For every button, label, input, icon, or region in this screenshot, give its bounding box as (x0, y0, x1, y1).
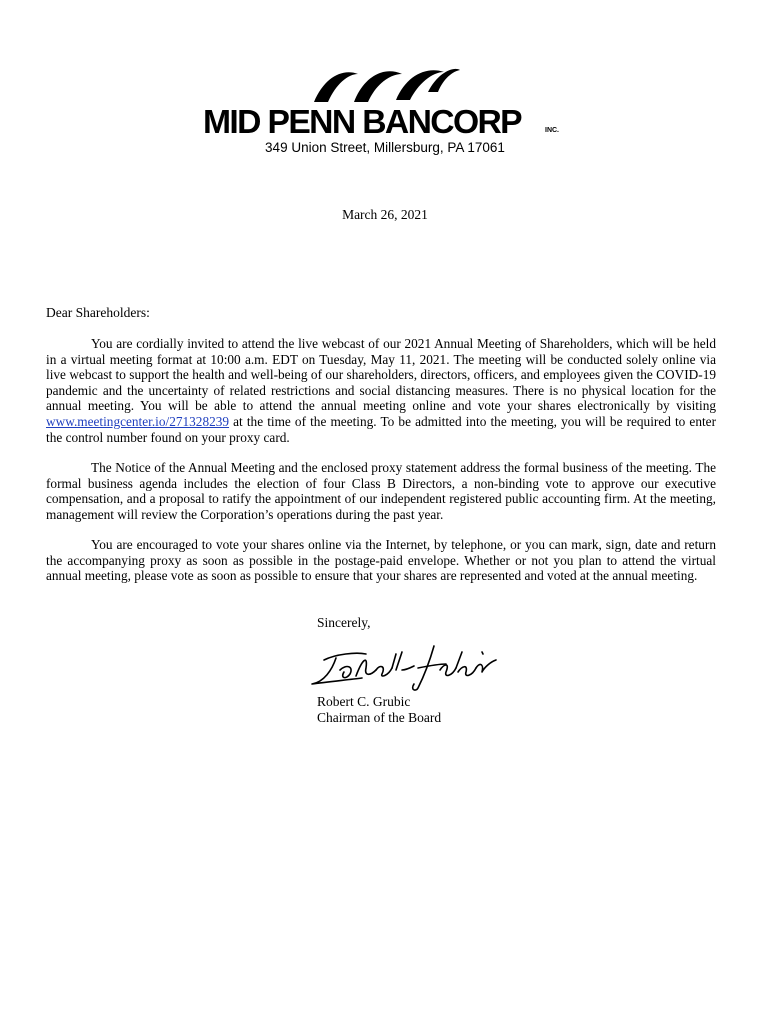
meeting-center-link[interactable]: www.meetingcenter.io/271328239 (46, 413, 230, 429)
company-logo-name: MID PENN BANCORP (203, 103, 521, 140)
paragraph-invitation-text-2: at the time of the meeting. To be admitted into the meeting, you will be required to enter the control number found on your proxy card. (46, 413, 716, 445)
company-logo-suffix: INC. (545, 127, 559, 134)
closing: Sincerely, (317, 615, 371, 630)
signer-title: Chairman of the Board (317, 710, 442, 725)
salutation: Dear Shareholders: (46, 305, 150, 320)
company-address: 349 Union Street, Millersburg, PA 17061 (265, 140, 505, 155)
paragraph-notice (46, 460, 716, 522)
paragraph-invitation (46, 336, 716, 445)
signer-name: Robert C. Grubic (317, 694, 411, 709)
paragraph-vote-text: You are encouraged to vote your shares online via the Internet, by telephone, or you can mark, sign, date and return the accompanying proxy as soon as possible in the postage-paid envelope. Whether or not you plan to attend the virtual annual meeting, please vote as soon as possible to ensure that your shares are represented and voted at the annual meeting. (46, 537, 716, 584)
letter-date: March 26, 2021 (342, 207, 428, 222)
paragraph-invitation-text-1: You are cordially invited to attend the live webcast of our 2021 Annual Meeting of Shareholders, which will be held in a virtual meeting format at 10:00 a.m. EDT on Tuesday, May 11, 2021. The meeting will be conducted solely online via live webcast to support the health and well-being of our shareholders, directors, officers, and employees given the COVID-19 pandemic and the uncertainty of related restrictions and social distancing measures. There is no physical location for the annual meeting. You will be able to attend the annual meeting online and vote your shares electronically by visiting (46, 336, 716, 414)
paragraph-notice-text: The Notice of the Annual Meeting and the enclosed proxy statement address the formal business of the meeting. The formal business agenda includes the election of four Class B Directors, a non-binding vote to approve our executive compensation, and a proposal to ratify the appointment of our independent registered public accounting firm. At the meeting, management will review the Corporation’s operations during the past year. (46, 460, 716, 522)
paragraph-vote (46, 537, 716, 584)
handwritten-signature (306, 640, 502, 694)
